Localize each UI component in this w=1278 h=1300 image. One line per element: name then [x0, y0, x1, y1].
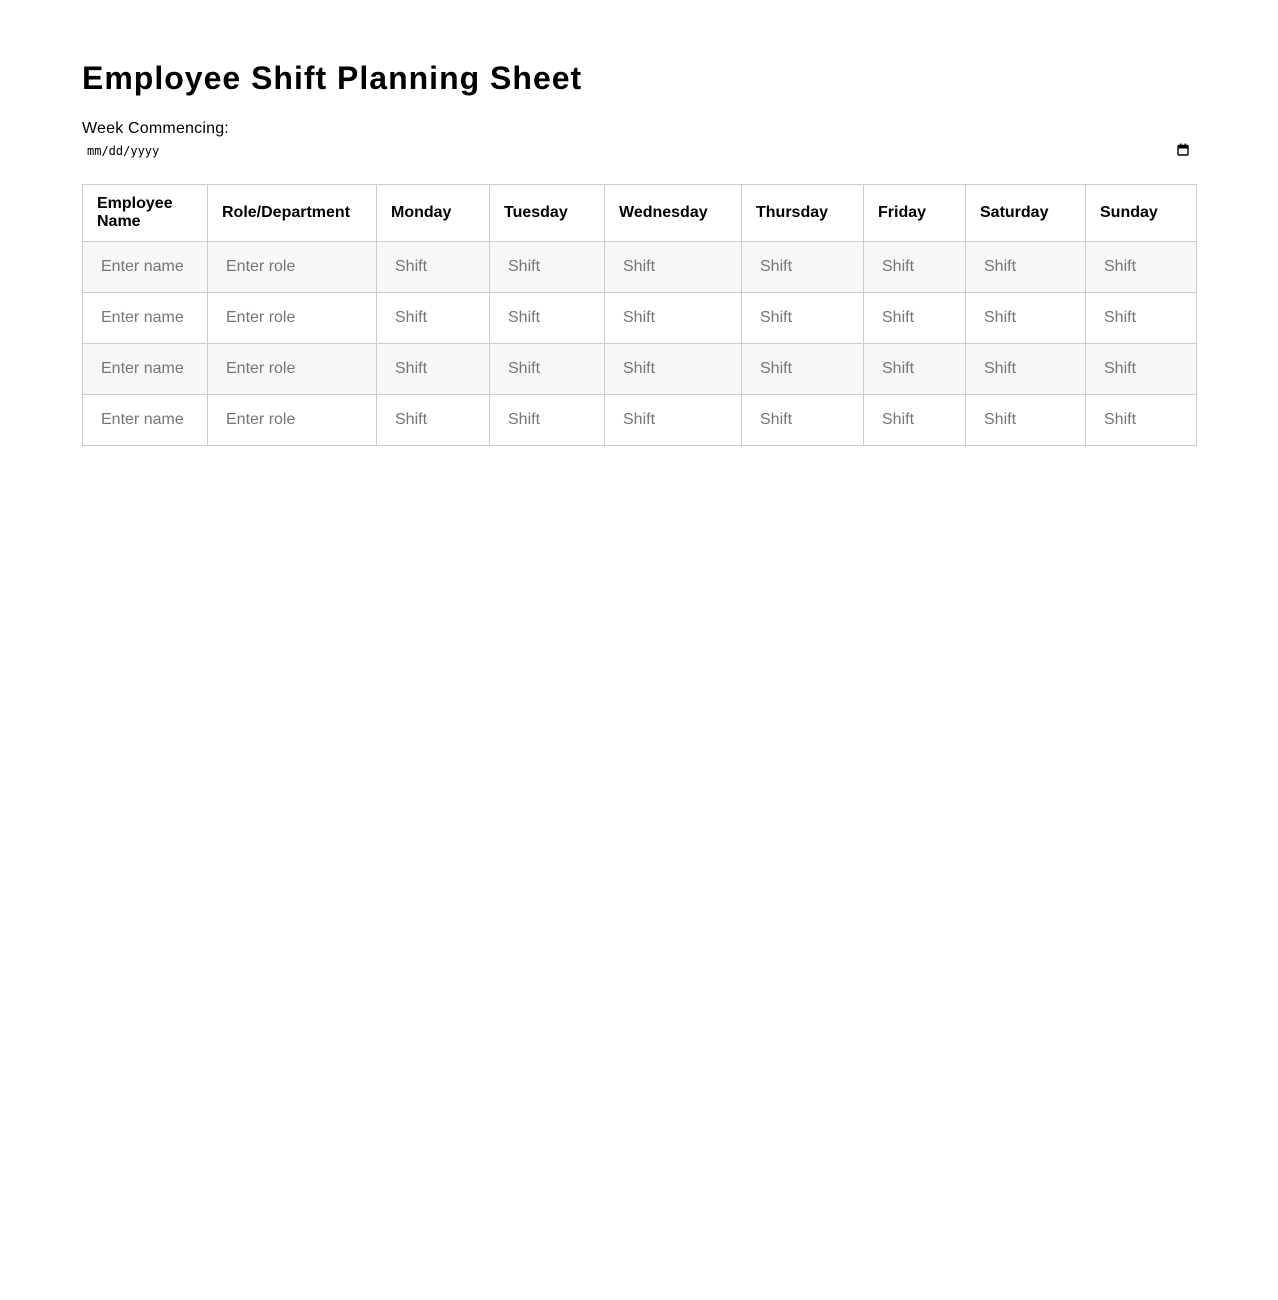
employee-name-input[interactable] — [93, 357, 199, 381]
shift-input-wednesday[interactable] — [615, 255, 733, 279]
shift-input-friday[interactable] — [874, 408, 957, 432]
header-tuesday: Tuesday — [490, 185, 605, 242]
wednesday-cell — [605, 344, 742, 395]
header-thursday: Thursday — [742, 185, 864, 242]
sunday-cell — [1086, 242, 1197, 293]
shift-input-sunday[interactable] — [1096, 408, 1188, 432]
shift-input-wednesday[interactable] — [615, 357, 733, 381]
sunday-cell — [1086, 293, 1197, 344]
table-row — [83, 242, 1197, 293]
employee-name-input[interactable] — [93, 306, 199, 330]
shift-input-thursday[interactable] — [752, 306, 855, 330]
week-commencing-date-input[interactable] — [82, 140, 1196, 162]
sunday-cell — [1086, 344, 1197, 395]
shift-input-thursday[interactable] — [752, 255, 855, 279]
monday-cell — [377, 242, 490, 293]
thursday-cell — [742, 293, 864, 344]
shift-input-friday[interactable] — [874, 357, 957, 381]
role-input[interactable] — [218, 357, 368, 381]
shift-input-monday[interactable] — [387, 306, 481, 330]
thursday-cell — [742, 344, 864, 395]
tuesday-cell — [490, 242, 605, 293]
shift-input-monday[interactable] — [387, 408, 481, 432]
shift-input-tuesday[interactable] — [500, 306, 596, 330]
role-input[interactable] — [218, 255, 368, 279]
shift-input-thursday[interactable] — [752, 408, 855, 432]
saturday-cell — [966, 395, 1086, 446]
friday-cell — [864, 242, 966, 293]
table-row — [83, 344, 1197, 395]
date-placeholder[interactable]: mm/dd/yyyy — [87, 144, 160, 158]
week-commencing-label: Week Commencing: — [82, 120, 229, 137]
shift-input-wednesday[interactable] — [615, 408, 733, 432]
name-cell — [83, 242, 208, 293]
sunday-cell — [1086, 395, 1197, 446]
shift-input-saturday[interactable] — [976, 306, 1077, 330]
role-cell — [208, 293, 377, 344]
calendar-icon[interactable] — [1177, 143, 1189, 156]
header-friday: Friday — [864, 185, 966, 242]
employee-name-input[interactable] — [93, 408, 199, 432]
employee-name-input[interactable] — [93, 255, 199, 279]
role-cell — [208, 395, 377, 446]
header-saturday: Saturday — [966, 185, 1086, 242]
header-wednesday: Wednesday — [605, 185, 742, 242]
shift-input-saturday[interactable] — [976, 255, 1077, 279]
friday-cell — [864, 344, 966, 395]
header-sunday: Sunday — [1086, 185, 1197, 242]
shift-input-monday[interactable] — [387, 255, 481, 279]
saturday-cell — [966, 344, 1086, 395]
shift-input-saturday[interactable] — [976, 357, 1077, 381]
role-input[interactable] — [218, 306, 368, 330]
shift-input-tuesday[interactable] — [500, 357, 596, 381]
tuesday-cell — [490, 395, 605, 446]
monday-cell — [377, 395, 490, 446]
role-cell — [208, 344, 377, 395]
friday-cell — [864, 293, 966, 344]
shift-input-monday[interactable] — [387, 357, 481, 381]
name-cell — [83, 293, 208, 344]
friday-cell — [864, 395, 966, 446]
name-cell — [83, 395, 208, 446]
saturday-cell — [966, 242, 1086, 293]
shift-input-sunday[interactable] — [1096, 357, 1188, 381]
monday-cell — [377, 293, 490, 344]
shift-input-tuesday[interactable] — [500, 408, 596, 432]
thursday-cell — [742, 242, 864, 293]
shift-input-friday[interactable] — [874, 255, 957, 279]
tuesday-cell — [490, 293, 605, 344]
role-input[interactable] — [218, 408, 368, 432]
thursday-cell — [742, 395, 864, 446]
table-header-row — [83, 185, 1197, 242]
monday-cell — [377, 344, 490, 395]
tuesday-cell — [490, 344, 605, 395]
table-row — [83, 395, 1197, 446]
shift-input-sunday[interactable] — [1096, 306, 1188, 330]
shift-input-wednesday[interactable] — [615, 306, 733, 330]
page-title: Employee Shift Planning Sheet — [82, 60, 583, 96]
role-cell — [208, 242, 377, 293]
wednesday-cell — [605, 293, 742, 344]
saturday-cell — [966, 293, 1086, 344]
shift-input-tuesday[interactable] — [500, 255, 596, 279]
header-role-department: Role/Department — [208, 185, 377, 242]
header-employee-name: Employee Name — [83, 185, 208, 242]
shift-table — [82, 184, 1197, 446]
header-monday: Monday — [377, 185, 490, 242]
shift-input-saturday[interactable] — [976, 408, 1077, 432]
wednesday-cell — [605, 395, 742, 446]
shift-input-thursday[interactable] — [752, 357, 855, 381]
shift-input-sunday[interactable] — [1096, 255, 1188, 279]
table-row — [83, 293, 1197, 344]
shift-planning-page — [82, 58, 1196, 230]
wednesday-cell — [605, 242, 742, 293]
name-cell — [83, 344, 208, 395]
shift-input-friday[interactable] — [874, 306, 957, 330]
